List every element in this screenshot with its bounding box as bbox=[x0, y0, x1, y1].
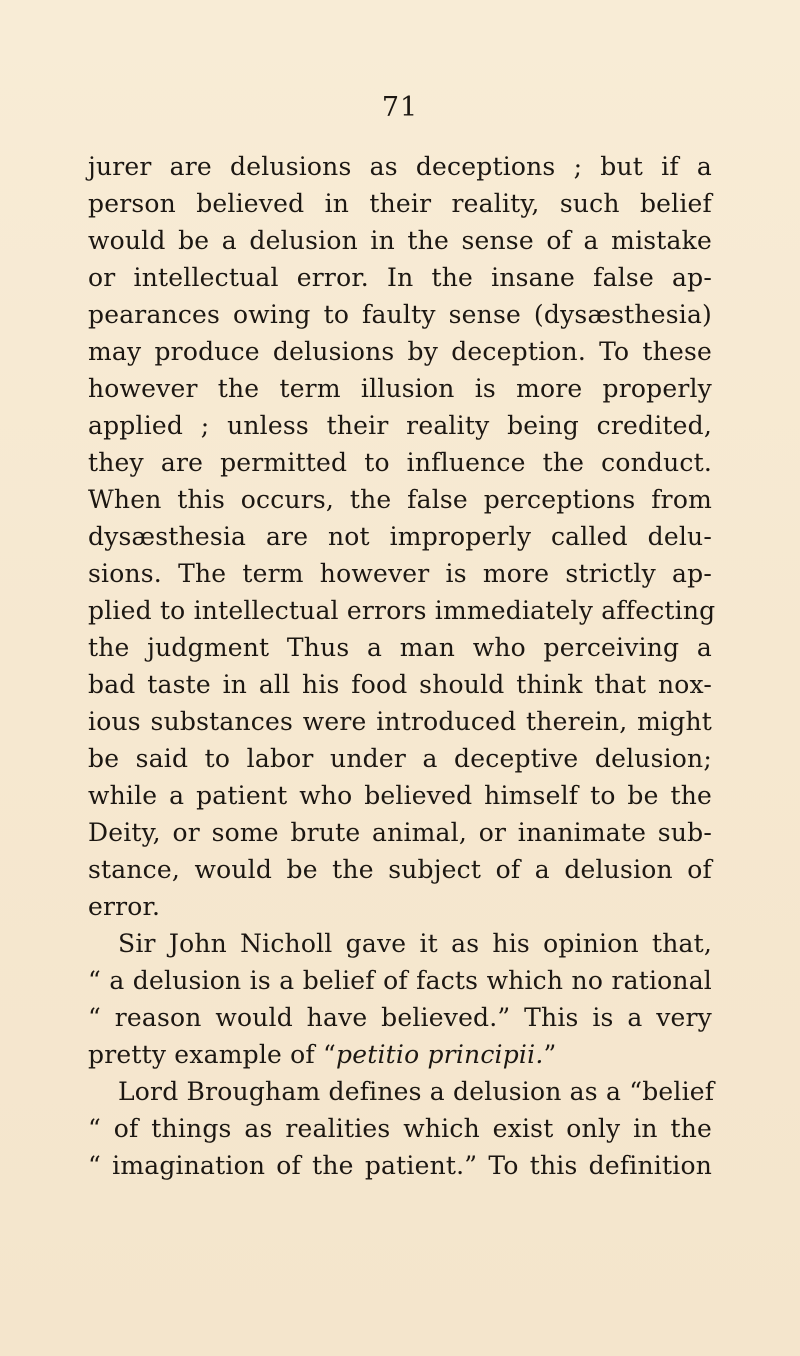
text-line bbox=[88, 814, 712, 851]
text-line bbox=[88, 1036, 712, 1073]
text-line bbox=[88, 703, 712, 740]
text-line-content: pretty example of “ bbox=[88, 1040, 336, 1069]
text-line bbox=[88, 1073, 715, 1110]
text-line-content: they are permitted to influence the conduct. bbox=[88, 448, 712, 477]
text-line-content: pearances owing to faulty sense (dysæsthesia) bbox=[88, 300, 712, 329]
text-line bbox=[88, 370, 712, 407]
text-line bbox=[88, 555, 712, 592]
text-line-content: Deity, or some brute animal, or inanimate sub- bbox=[88, 818, 712, 847]
text-line-content: plied to intellectual errors immediately affecting bbox=[88, 596, 716, 625]
text-line-content: may produce delusions by deception. To these bbox=[88, 337, 712, 366]
closing-quote: ” bbox=[543, 1040, 557, 1069]
text-line bbox=[88, 999, 712, 1036]
text-line-content: Lord Brougham defines a delusion as a “belief bbox=[118, 1077, 715, 1106]
text-line bbox=[88, 185, 712, 222]
page-number: 71 bbox=[381, 92, 419, 123]
text-line-content: bad taste in all his food should think that nox- bbox=[88, 670, 712, 699]
text-line-content: be said to labor under a deceptive delusion; bbox=[88, 744, 712, 773]
text-line bbox=[88, 1147, 712, 1184]
text-line-content: “ reason would have believed.” This is a very bbox=[88, 1003, 712, 1032]
text-line-content: however the term illusion is more properly bbox=[88, 374, 712, 403]
text-line-content: would be a delusion in the sense of a mistake bbox=[88, 226, 712, 255]
text-line bbox=[88, 851, 712, 888]
text-line-content: person believed in their reality, such belief bbox=[88, 189, 712, 218]
text-line-content: “ imagination of the patient.” To this definition bbox=[88, 1151, 712, 1180]
text-line-content: error. bbox=[88, 892, 161, 921]
text-line bbox=[88, 740, 712, 777]
text-line bbox=[88, 333, 712, 370]
text-line-content: the judgment Thus a man who perceiving a bbox=[88, 633, 712, 662]
text-line bbox=[88, 666, 712, 703]
text-line bbox=[88, 925, 712, 962]
text-line bbox=[88, 777, 712, 814]
text-line-content: stance, would be the subject of a delusion of bbox=[88, 855, 712, 884]
text-line bbox=[88, 222, 712, 259]
text-line bbox=[88, 481, 712, 518]
text-line-content: applied ; unless their reality being credited, bbox=[88, 411, 712, 440]
text-line-content: When this occurs, the false perceptions from bbox=[88, 485, 712, 514]
italic-phrase: petitio principii. bbox=[336, 1040, 544, 1069]
text-line bbox=[88, 407, 712, 444]
text-line bbox=[88, 296, 712, 333]
text-line-content: sions. The term however is more strictly ap- bbox=[88, 559, 712, 588]
text-line bbox=[88, 148, 712, 185]
text-line-content: Sir John Nicholl gave it as his opinion that, bbox=[118, 929, 712, 958]
text-line-content: ious substances were introduced therein, might bbox=[88, 707, 712, 736]
body-text bbox=[88, 148, 716, 1184]
text-line-content: jurer are delusions as deceptions ; but if a bbox=[88, 152, 712, 181]
text-line bbox=[88, 444, 712, 481]
text-line bbox=[88, 592, 716, 629]
text-line-content: or intellectual error. In the insane false ap- bbox=[88, 263, 712, 292]
text-line bbox=[88, 962, 712, 999]
text-line-content: “ of things as realities which exist only in the bbox=[88, 1114, 712, 1143]
text-line bbox=[88, 629, 712, 666]
text-line bbox=[88, 888, 712, 925]
text-line-content: while a patient who believed himself to be the bbox=[88, 781, 712, 810]
text-line-content: dysæsthesia are not improperly called delu- bbox=[88, 522, 712, 551]
text-line bbox=[88, 259, 712, 296]
text-line bbox=[88, 1110, 712, 1147]
text-line-content: “ a delusion is a belief of facts which no rational bbox=[88, 966, 712, 995]
text-line bbox=[88, 518, 712, 555]
